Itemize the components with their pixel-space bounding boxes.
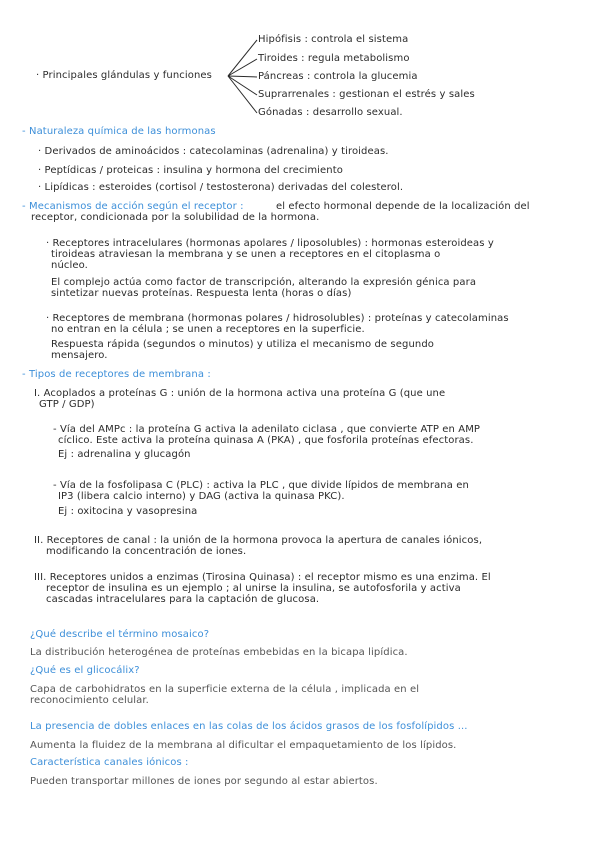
mech-heading: - Mecanismos de acción según el receptor :: [22, 201, 244, 212]
qa-answer-3: Aumenta la fluidez de la membrana al dificultar el empaquetamiento de los lípidos.: [30, 740, 457, 751]
plc-line-1: - Vía de la fosfolipasa C (PLC) : activa la PLC , que divide lípidos de membrana en: [53, 480, 469, 491]
plc-line-2: IP3 (libera calcio interno) y DAG (activa la quinasa PKC).: [58, 491, 345, 502]
membrane-line-1: · Receptores de membrana (hormonas polares / hidrosolubles) : proteínas y catecolaminas: [46, 313, 509, 324]
gland-adrenal: Suprarrenales : gestionan el estrés y sales: [258, 89, 475, 100]
intra-line-2: tiroideas atraviesan la membrana y se unen a receptores en el citoplasma o: [51, 249, 441, 260]
chem-heading: - Naturaleza química de las hormonas: [22, 126, 216, 137]
channel-line-2: modificando la concentración de iones.: [46, 546, 247, 557]
types-heading: - Tipos de receptores de membrana :: [22, 369, 211, 380]
enzyme-line-3: cascadas intracelulares para la captación de glucosa.: [46, 594, 320, 605]
enzyme-line-1: III. Receptores unidos a enzimas (Tirosina Quinasa) : el receptor mismo es una enzima. El: [34, 572, 491, 583]
gland-pituitary: Hipófisis : controla el sistema: [258, 34, 409, 45]
gland-pancreas: Páncreas : controla la glucemia: [258, 71, 418, 82]
ampc-line-2: cíclico. Este activa la proteína quinasa A (PKA) , que fosforila proteínas efectoras.: [58, 435, 474, 446]
membrane-line-2: no entran en la célula ; se unen a receptores en la superficie.: [51, 324, 365, 335]
qa-answer-1: La distribución heterogénea de proteínas embebidas en la bicapa lipídica.: [30, 647, 408, 658]
channel-line-1: II. Receptores de canal : la unión de la hormona provoca la apertura de canales iónicos,: [34, 535, 483, 546]
intra-line-4: El complejo actúa como factor de transcripción, alterando la expresión génica para: [51, 277, 477, 288]
chem-item-1: · Derivados de aminoácidos : catecolaminas (adrenalina) y tiroideas.: [38, 146, 389, 157]
membrane-line-4: mensajero.: [51, 350, 108, 361]
mech-intro-b: receptor, condicionada por la solubilidad de la hormona.: [31, 212, 320, 223]
intra-line-1: · Receptores intracelulares (hormonas apolares / liposolubles) : hormonas esteroideas y: [46, 238, 494, 249]
gland-gonads: Gónadas : desarrollo sexual.: [258, 107, 403, 118]
qa-question-4: Característica canales iónicos :: [30, 757, 189, 768]
plc-example: Ej : oxitocina y vasopresina: [58, 506, 198, 517]
qa-answer-2b: reconocimiento celular.: [30, 695, 149, 706]
gland-thyroid: Tiroides : regula metabolismo: [258, 53, 410, 64]
intra-line-5: sintetizar nuevas proteínas. Respuesta lenta (horas o días): [51, 288, 352, 299]
membrane-line-3: Respuesta rápida (segundos o minutos) y utiliza el mecanismo de segundo: [51, 339, 434, 350]
intra-line-3: núcleo.: [51, 260, 88, 271]
gprotein-line-1: I. Acoplados a proteínas G : unión de la hormona activa una proteína G (que une: [34, 388, 446, 399]
chem-item-2: · Peptídicas / proteicas : insulina y hormona del crecimiento: [38, 165, 343, 176]
ampc-line-1: - Vía del AMPc : la proteína G activa la adenilato ciclasa , que convierte ATP en AMP: [53, 424, 481, 435]
qa-answer-4: Pueden transportar millones de iones por segundo al estar abiertos.: [30, 776, 378, 787]
qa-question-1: ¿Qué describe el término mosaico?: [30, 629, 210, 640]
gland-root: · Principales glándulas y funciones: [36, 70, 212, 81]
chem-item-3: · Lipídicas : esteroides (cortisol / testosterona) derivadas del colesterol.: [38, 182, 404, 193]
gprotein-line-2: GTP / GDP): [39, 399, 95, 410]
enzyme-line-2: receptor de insulina es un ejemplo ; al unirse la insulina, se autofosforila y activa: [46, 583, 461, 594]
ampc-example: Ej : adrenalina y glucagón: [58, 449, 191, 460]
qa-question-2: ¿Qué es el glicocálix?: [30, 665, 140, 676]
qa-question-3: La presencia de dobles enlaces en las colas de los ácidos grasos de los fosfolípidos ...: [30, 721, 468, 732]
qa-answer-2a: Capa de carbohidratos en la superficie externa de la célula , implicada en el: [30, 684, 420, 695]
mech-intro-a: el efecto hormonal depende de la localización del: [276, 201, 530, 212]
